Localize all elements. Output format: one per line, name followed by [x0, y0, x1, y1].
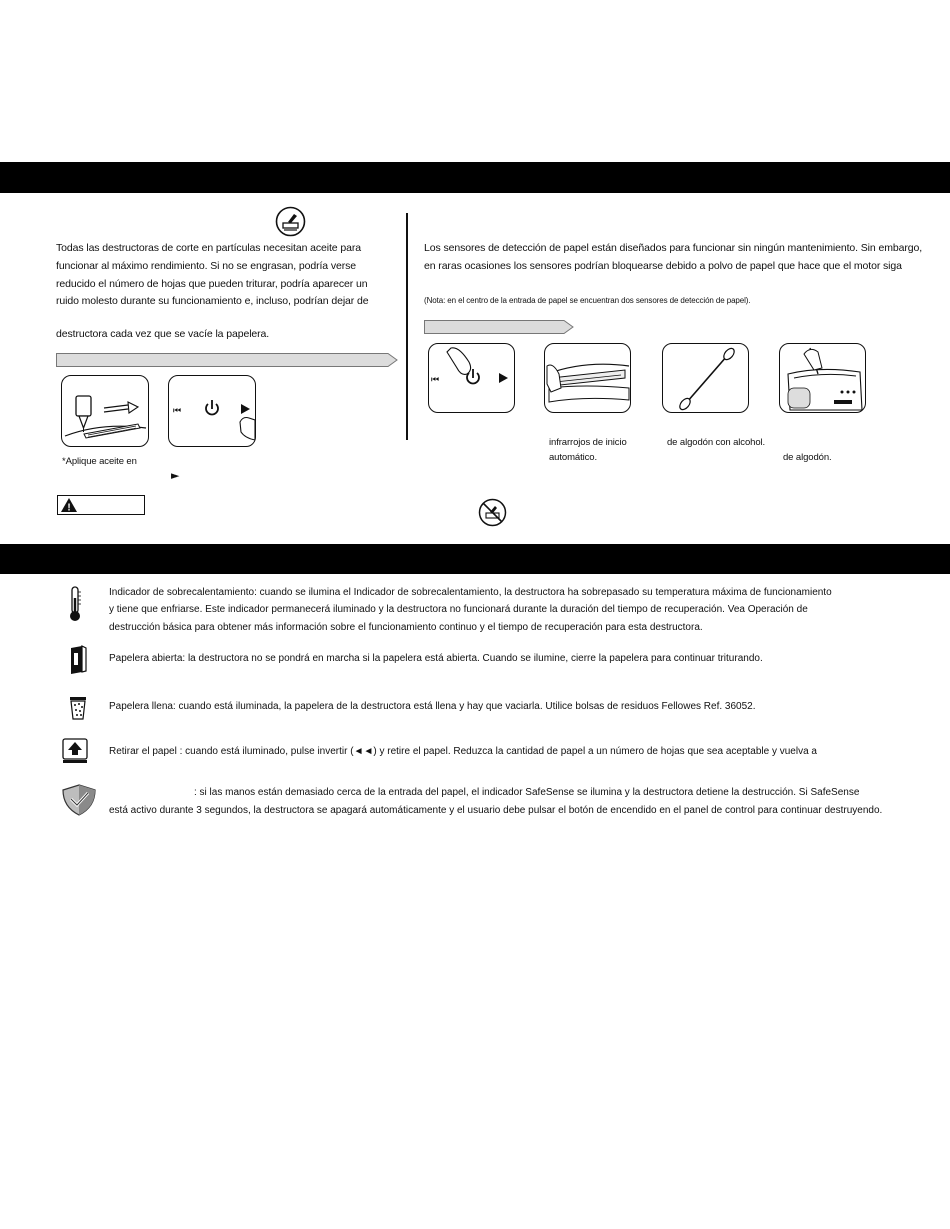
oil-paragraph-line-2: funcionar al máximo rendimiento. Si no se engrasan, podría verse [56, 260, 357, 272]
bin-full-icon [68, 695, 88, 721]
indicator-bin-full: Papelera llena: cuando está iluminada, la papelera de la destructora está llena y hay que vaciarla. Utilice bolsas de residuos Fellowes Ref. 36052. [109, 701, 756, 712]
svg-text:⏮: ⏮ [431, 375, 440, 385]
oil-steps-arrow-bar [56, 353, 398, 367]
sensor-caption-1-line-2: automático. [549, 452, 598, 463]
oil-paragraph-line-5: destructora cada vez que se vacíe la papelera. [56, 328, 270, 340]
oil-caption: *Aplique aceite en [62, 456, 137, 467]
control-panel-icon [169, 376, 255, 446]
shredder-cleaning-icon [780, 344, 865, 412]
oil-paragraph-line-1: Todas las destructoras de corte en partículas necesitan aceite para [56, 242, 361, 254]
shredder-slot-icon [545, 344, 630, 412]
sensor-step-1-control-panel [428, 343, 515, 413]
safesense-shield-icon [60, 783, 98, 817]
indicator-overheat-line-2: y tiene que enfriarse. Este indicador permanecerá iluminado y la destructora no funcionará durante la duración del tiempo de recuperación. Vea Operación de [109, 604, 808, 615]
bin-open-icon [68, 645, 88, 675]
column-divider [406, 213, 408, 440]
sensor-step-2-shredder [544, 343, 631, 413]
warning-triangle-icon [60, 497, 78, 513]
sensor-caption-4: de algodón. [783, 452, 832, 463]
oil-bottle-icon [62, 376, 148, 446]
sensor-paragraph-line-1: Los sensores de detección de papel están diseñados para funcionar sin ningún mantenimiento. Sin embargo, [424, 242, 923, 254]
remove-paper-icon [62, 738, 88, 764]
sensor-step-4-cleaning [779, 343, 866, 413]
oil-paragraph-line-4: ruido molesto durante su funcionamiento e, incluso, podrían dejar de [56, 295, 369, 307]
sensor-steps-arrow-bar [424, 320, 574, 334]
indicator-safesense-line-1: : si las manos están demasiado cerca de la entrada del papel, el indicador SafeSense se ilumina y la destructora detiene la destrucción. Si SafeSense [194, 787, 860, 798]
oil-step-2-control-panel [168, 375, 256, 447]
power-button-press-icon [429, 344, 514, 412]
indicator-safesense-line-2: está activo durante 3 segundos, la destructora se apagará automáticamente y el usuario debe pulsar el botón de encendido en el panel de control para continuar destruyendo. [109, 805, 883, 816]
svg-text:⏮: ⏮ [173, 406, 182, 416]
sensor-step-3-cotton-swab [662, 343, 749, 413]
no-oil-icon [478, 498, 507, 527]
indicator-bin-open: Papelera abierta: la destructora no se pondrá en marcha si la papelera está abierta. Cuando se ilumine, cierre la papelera para continuar triturando. [109, 653, 763, 664]
sensor-note: (Nota: en el centro de la entrada de papel se encuentran dos sensores de detección de papel). [424, 296, 751, 305]
warning-label-box [57, 495, 145, 515]
sensor-paragraph-line-2: en raras ocasiones los sensores podrían bloquearse debido a polvo de papel que hace que el motor siga [424, 260, 902, 272]
sensor-caption-1-line-1: infrarrojos de inicio [549, 437, 627, 448]
sensor-caption-3: de algodón con alcohol. [667, 437, 766, 448]
indicator-remove-paper: Retirar el papel : cuando está iluminado, pulse invertir (◄◄) y retire el papel. Reduzca la cantidad de papel a un número de hojas que sea aceptable y vuelva a [109, 746, 817, 757]
play-button-glyph: ► [171, 469, 180, 482]
svg-text:!: ! [67, 502, 71, 513]
oil-paragraph-line-3: reducido el número de hojas que pueden triturar, podría aparecer un [56, 278, 368, 290]
section-header-band-top [0, 162, 950, 193]
indicator-overheat-line-3: destrucción básica para obtener más información sobre el funcionamiento continuo y el tiempo de recuperación para esta destructora. [109, 622, 703, 633]
cotton-swab-icon [663, 344, 748, 412]
section-header-band-bottom [0, 544, 950, 574]
oil-maintenance-icon [275, 206, 306, 237]
oil-step-1-illustration [61, 375, 149, 447]
thermometer-icon [68, 586, 82, 622]
indicator-overheat-line-1: Indicador de sobrecalentamiento: cuando se ilumina el Indicador de sobrecalentamiento, la destructora ha sobrepasado su temperatura máxima de funcionamiento [109, 587, 832, 598]
